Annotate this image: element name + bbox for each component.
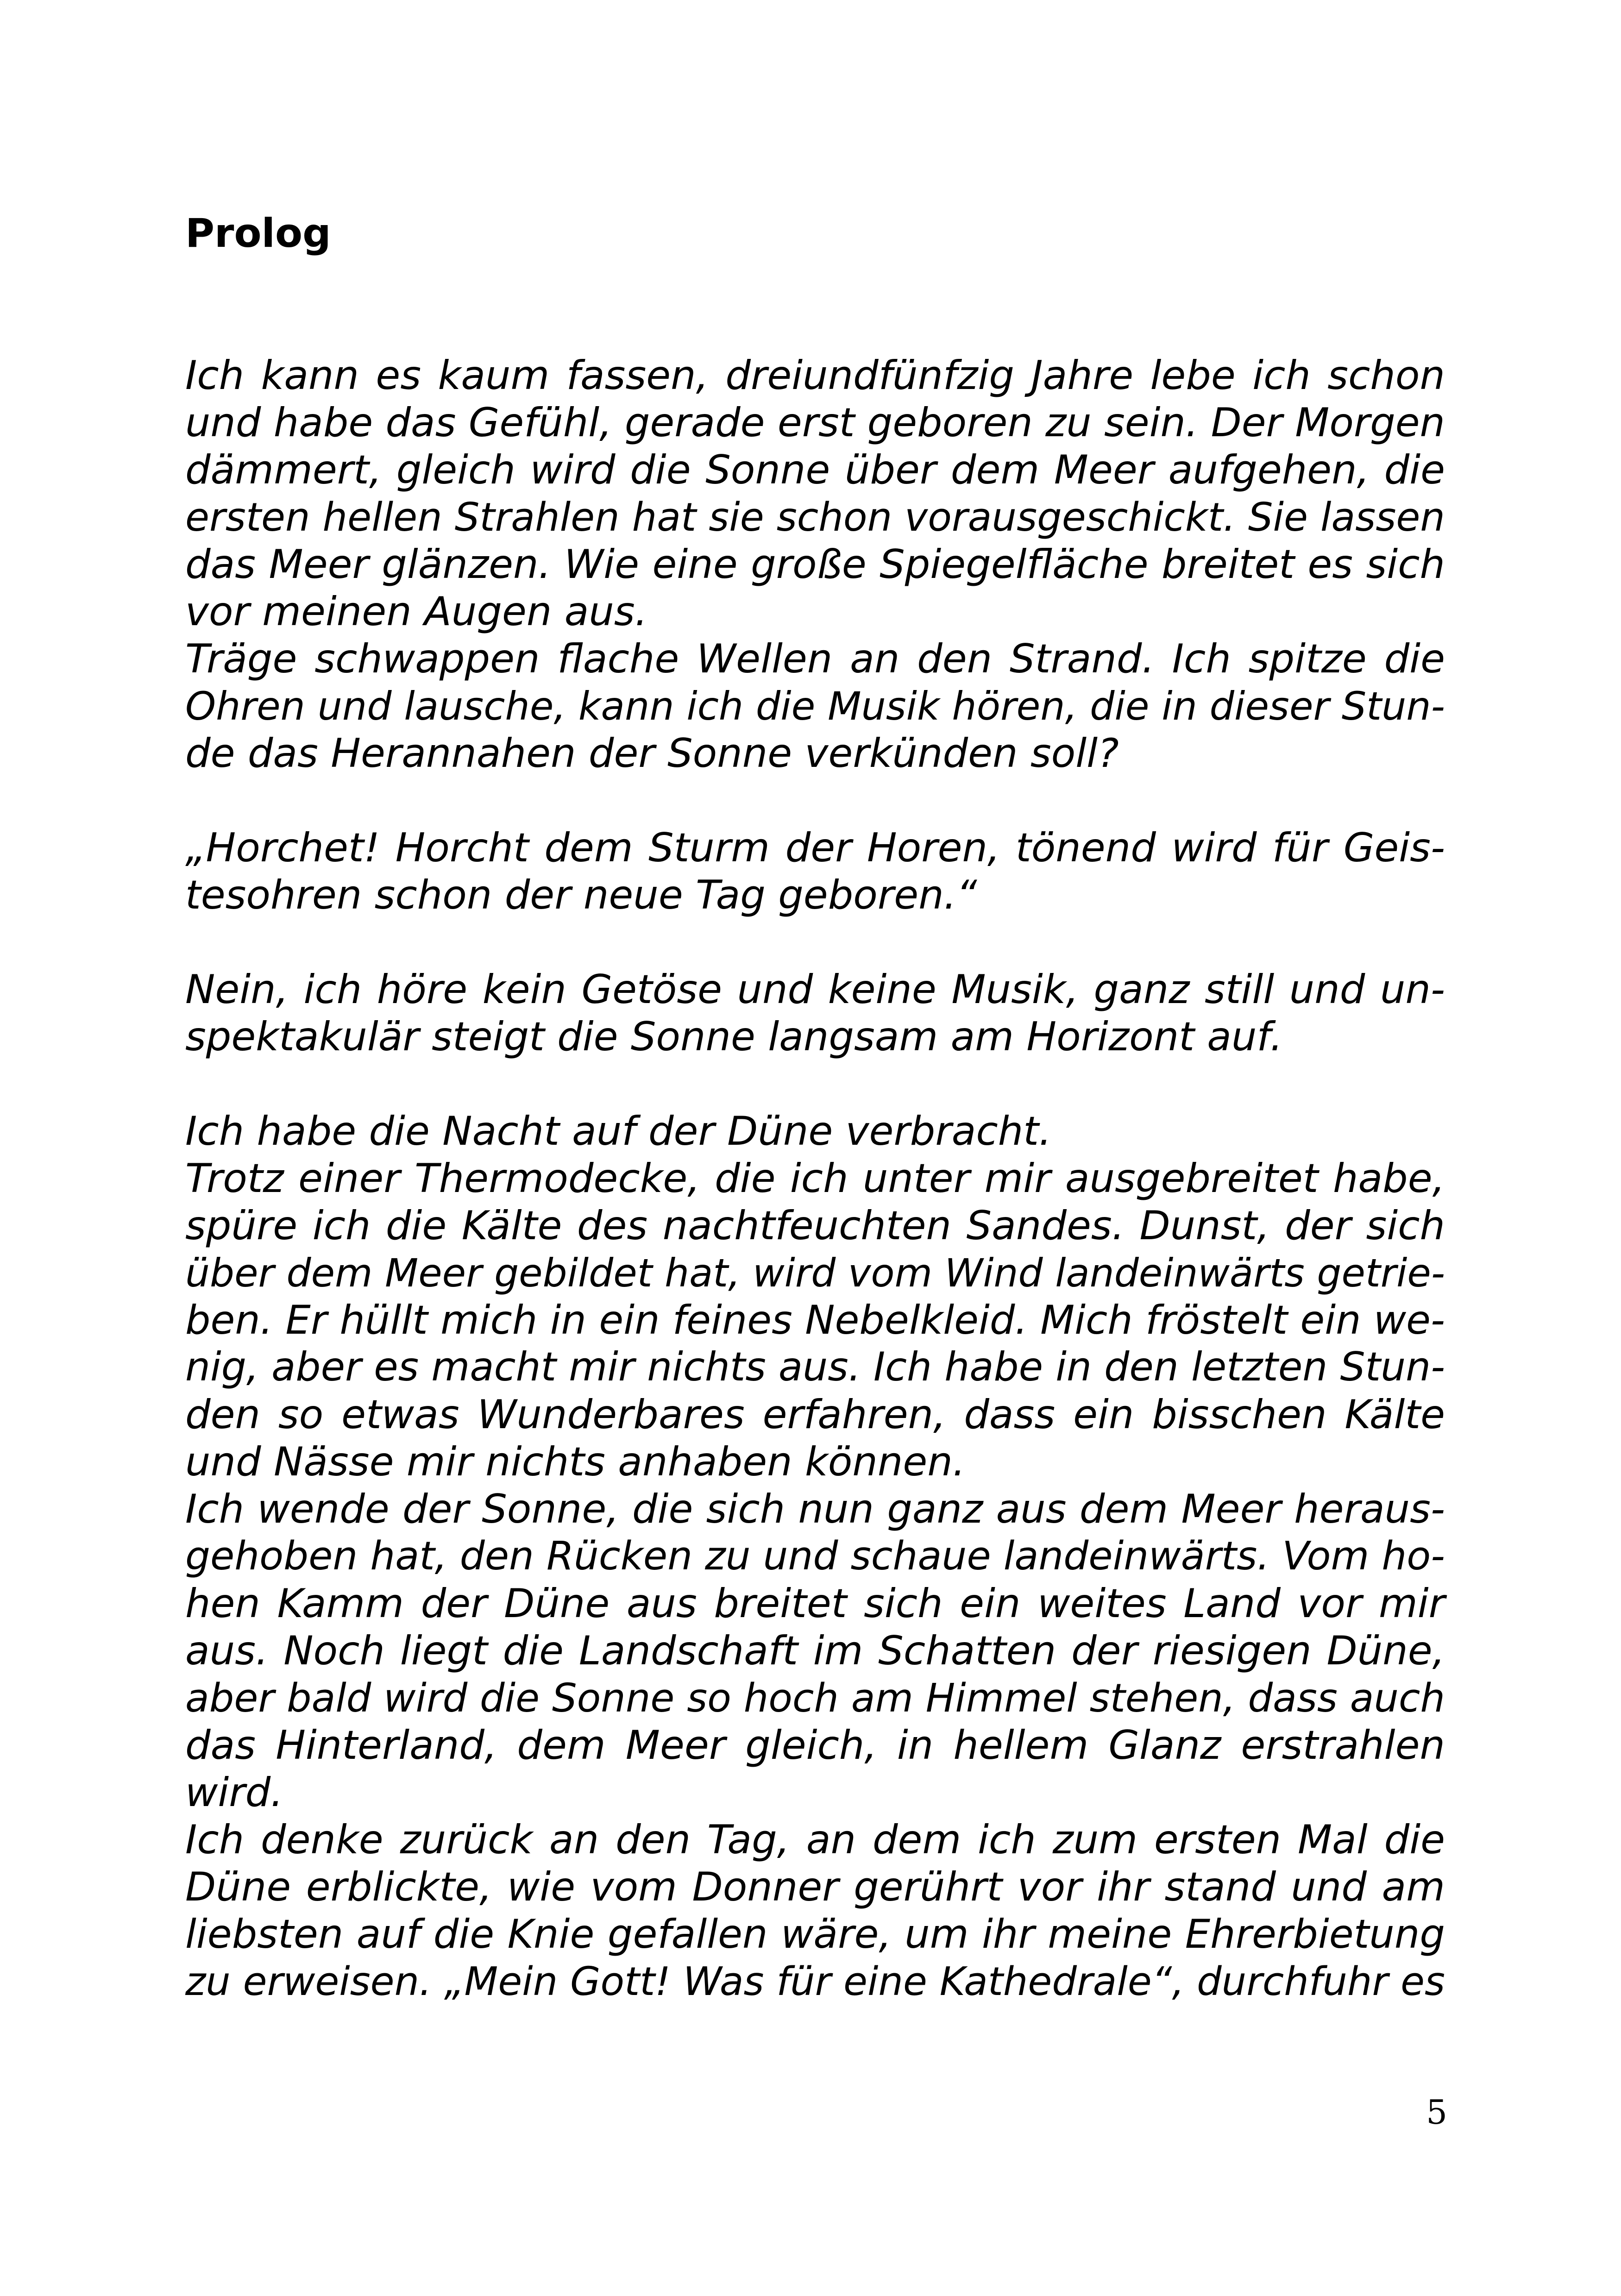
chapter-title: Prolog — [185, 210, 331, 257]
text-line: das Hinterland, dem Meer gleich, in hellem Glanz erstrahlen — [185, 1722, 1445, 1769]
text-line: und Nässe mir nichts anhaben können. — [185, 1439, 966, 1485]
text-line: nig, aber es macht mir nichts aus. Ich habe in den letzten Stun- — [185, 1344, 1445, 1390]
text-line: zu erweisen. „Mein Gott! Was für eine Kathedrale“, durchfuhr es — [185, 1959, 1445, 2004]
text-line: Düne erblickte, wie vom Donner gerührt vor ihr stand und am — [185, 1864, 1445, 1910]
text-line: ersten hellen Strahlen hat sie schon vorausgeschickt. Sie lassen — [185, 495, 1445, 540]
text-line: vor meinen Augen aus. — [185, 589, 648, 635]
text-line: Trotz einer Thermodecke, die ich unter mir ausgebreitet habe, — [185, 1155, 1445, 1202]
text-line: Ich habe die Nacht auf der Düne verbracht. — [185, 1108, 1052, 1154]
text-line: Ich denke zurück an den Tag, an dem ich zum ersten Mal die — [185, 1817, 1445, 1863]
text-line: Ich kann es kaum fassen, dreiundfünfzig Jahre lebe ich schon — [185, 352, 1445, 399]
text-line: liebsten auf die Knie gefallen wäre, um ihr meine Ehrerbietung — [185, 1911, 1445, 1957]
text-line: Ohren und lausche, kann ich die Musik hören, die in dieser Stun- — [185, 684, 1445, 729]
text-line: ben. Er hüllt mich in ein feines Nebelkleid. Mich fröstelt ein we- — [185, 1297, 1445, 1343]
text-line: Träge schwappen flache Wellen an den Strand. Ich spitze die — [185, 636, 1445, 682]
text-line: gehoben hat, den Rücken zu und schaue landeinwärts. Vom ho- — [185, 1533, 1445, 1579]
text-line: de das Herannahen der Sonne verkünden soll? — [185, 730, 1119, 777]
text-line: den so etwas Wunderbares erfahren, dass ein bisschen Kälte — [185, 1392, 1445, 1438]
text-line: spüre ich die Kälte des nachtfeuchten Sandes. Dunst, der sich — [185, 1203, 1445, 1249]
page-number: 5 — [1426, 2093, 1447, 2132]
text-line: über dem Meer gebildet hat, wird vom Wind landeinwärts getrie- — [185, 1250, 1445, 1296]
text-line: das Meer glänzen. Wie eine große Spiegelfläche breitet es sich — [185, 541, 1445, 588]
text-line: spektakulär steigt die Sonne langsam am Horizont auf. — [185, 1014, 1283, 1060]
text-line: aus. Noch liegt die Landschaft im Schatten der riesigen Düne, — [185, 1628, 1445, 1674]
text-line: Nein, ich höre kein Getöse und keine Musik, ganz still und un- — [185, 966, 1445, 1013]
text-line — [185, 1060, 1445, 1108]
text-line: wird. — [185, 1769, 283, 1816]
text-line — [185, 919, 1445, 966]
text-line: „Horchet! Horcht dem Sturm der Horen, tönend wird für Geis- — [185, 825, 1445, 871]
text-line: dämmert, gleich wird die Sonne über dem Meer aufgehen, die — [185, 447, 1445, 493]
text-line: hen Kamm der Düne aus breitet sich ein weites Land vor mir — [185, 1581, 1445, 1627]
text-line — [185, 777, 1445, 824]
text-line: aber bald wird die Sonne so hoch am Himmel stehen, dass auch — [185, 1675, 1445, 1721]
text-line: und habe das Gefühl, gerade erst geboren zu sein. Der Morgen — [185, 400, 1445, 446]
text-line: Ich wende der Sonne, die sich nun ganz aus dem Meer heraus- — [185, 1486, 1445, 1532]
text-line: tesohren schon der neue Tag geboren.“ — [185, 872, 977, 918]
